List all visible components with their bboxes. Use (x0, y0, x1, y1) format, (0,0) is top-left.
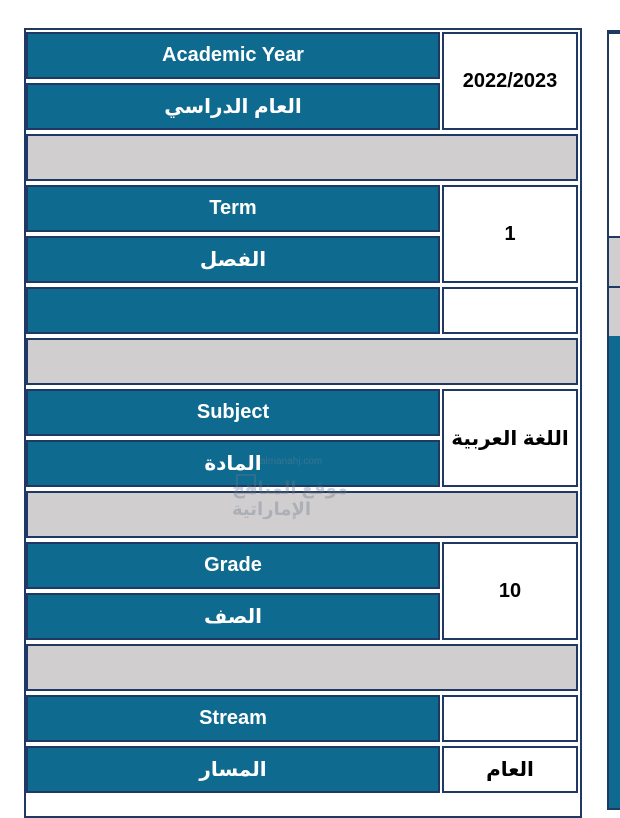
term-label-en: Term (26, 185, 440, 232)
separator-row (26, 134, 578, 181)
adjacent-panel-grey-2 (609, 286, 620, 336)
stream-value-ar: العام (442, 746, 578, 793)
watermark-name: موقع المناهج الإماراتية (232, 478, 349, 519)
adjacent-panel-top (609, 32, 620, 236)
grade-label-ar: الصف (26, 593, 440, 640)
academic-year-label-en: Academic Year (26, 32, 440, 79)
adjacent-panel (607, 30, 620, 810)
term-value: 1 (442, 185, 578, 283)
empty-value-cell (442, 287, 578, 334)
empty-label-row (26, 287, 440, 334)
subject-value: اللغة العربية (442, 389, 578, 487)
watermark (232, 456, 372, 526)
term-label-ar: الفصل (26, 236, 440, 283)
watermark-url: almanahj.com (260, 456, 323, 467)
info-sheet (24, 28, 582, 818)
separator-row (26, 644, 578, 691)
adjacent-panel-grey-1 (609, 236, 620, 286)
academic-year-label-ar: العام الدراسي (26, 83, 440, 130)
separator-row (26, 338, 578, 385)
stream-label-ar: المسار (26, 746, 440, 793)
subject-label-ar: المادة (26, 440, 440, 487)
stream-value-en (442, 695, 578, 742)
subject-label-en: Subject (26, 389, 440, 436)
stream-label-en: Stream (26, 695, 440, 742)
academic-year-value: 2022/2023 (442, 32, 578, 130)
grade-label-en: Grade (26, 542, 440, 589)
grade-value: 10 (442, 542, 578, 640)
